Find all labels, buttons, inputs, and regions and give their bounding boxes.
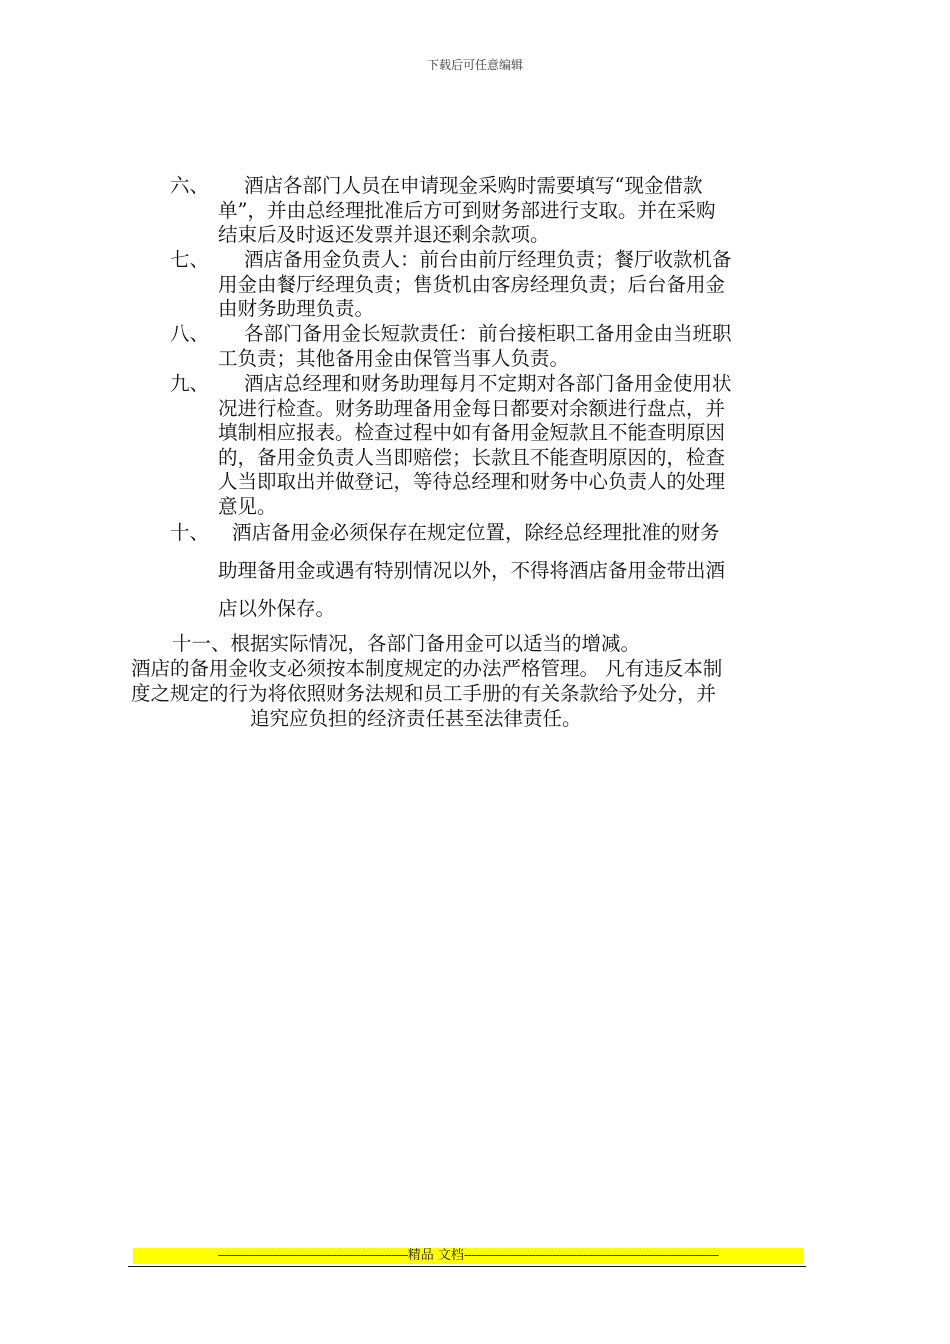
clause-line: 结束后及时返还发票并退还剩余款项。 xyxy=(218,223,550,246)
clause-10 xyxy=(170,514,810,628)
clause-line: 各部门备用金长短款责任：前台接柜职工备用金由当班职 xyxy=(244,322,732,345)
clause-line: 工负责；其他备用金由保管当事人负责。 xyxy=(218,346,570,370)
clause-line: 填制相应报表。检查过程中如有备用金短款且不能查明原因 xyxy=(218,421,726,444)
clause-6 xyxy=(170,174,810,248)
clause-line: 酒店备用金必须保存在规定位置，除经总经理批准的财务 xyxy=(232,521,720,544)
clause-line: 用金由餐厅经理负责；售货机由客房经理负责；后台备用金 xyxy=(218,272,726,296)
clause-line: 人当即取出并做登记，等待总经理和财务中心负责人的处理 xyxy=(218,470,726,493)
clause-8 xyxy=(170,322,810,371)
clause-line: 的，备用金负责人当即赔偿；长款且不能查明原因的，检查 xyxy=(218,445,726,469)
clause-number: 七、 xyxy=(170,248,210,271)
clause-number: 八、 xyxy=(170,322,210,345)
clause-line: 助理备用金或遇有特别情况以外，不得将酒店备用金带出酒 xyxy=(218,559,726,582)
clause-line: 酒店总经理和财务助理每月不定期对各部门备用金使用状 xyxy=(244,372,732,395)
clause-9 xyxy=(170,372,810,519)
clause-line: 店以外保存。 xyxy=(218,597,336,620)
closing-line: 酒店的备用金收支必须按本制度规定的办法严格管理。 凡有违反本制 xyxy=(131,657,723,680)
clause-7 xyxy=(170,248,810,322)
footer-label: 精品 文档 xyxy=(407,1248,464,1263)
clause-line: 酒店各部门人员在申请现金采购时需要填写“现金借款 xyxy=(244,174,703,197)
closing-line: 度之规定的行为将依照财务法规和员工手册的有关条款给予处分，并 xyxy=(131,682,717,705)
clause-line: 况进行检查。财务助理备用金每日都要对余额进行盘点，并 xyxy=(218,396,726,420)
footer-rule xyxy=(128,1266,806,1267)
clause-line: 由财务助理负责。 xyxy=(218,297,375,320)
clause-number: 六、 xyxy=(170,174,210,197)
closing-line: 追究应负担的经济责任甚至法律责任。 xyxy=(250,707,582,730)
clause-line: 单”，并由总经理批准后方可到财务部进行支取。并在采购 xyxy=(218,198,716,222)
footer-dashes-left: -------------------------------------------------------- xyxy=(217,1248,408,1263)
clause-number: 十、 xyxy=(170,521,210,544)
clause-11: 十一、根据实际情况，各部门备用金可以适当的增减。 xyxy=(172,632,641,655)
footer-dashes-right: --------------------------------------------------------------------------- xyxy=(463,1248,719,1263)
clause-number: 九、 xyxy=(170,372,210,395)
page-header: 下载后可任意编辑 xyxy=(426,58,523,72)
clause-line: 意见。 xyxy=(218,494,277,518)
clause-line: 酒店备用金负责人：前台由前厅经理负责；餐厅收款机备 xyxy=(244,248,732,271)
footer-banner xyxy=(133,1248,803,1264)
